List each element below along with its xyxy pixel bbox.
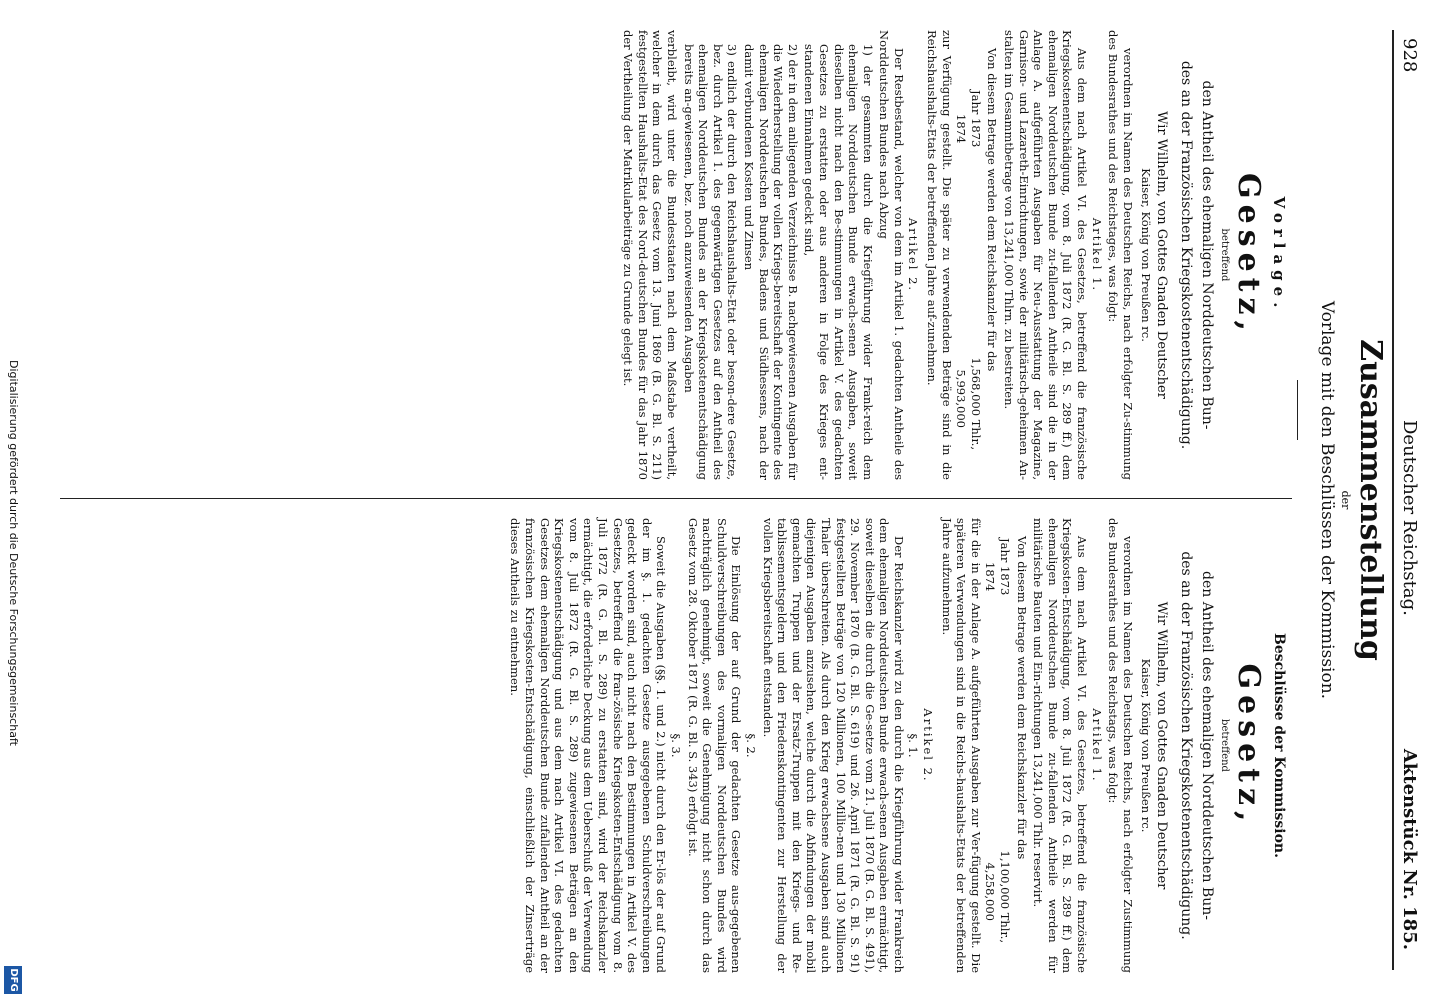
- kommission-gesetz-title: Gesetz,: [1231, 663, 1266, 828]
- kommission-betreffend: betreffend: [1219, 719, 1230, 772]
- vorlage-art2-item1: 1) der gesammten durch die Kriegführung wider Frank-reich dem ehemaligen Norddeutschen Bunde erwach-senen Ausgaben, soweit dieselben nicht nach den Be-stimmungen in Artikel V. des gedachten Gesetzes zu erstatten oder aus anderen in Folge des Krieges ent-standenen Einnahmen gedeckt sind,: [802, 44, 875, 480]
- kommission-par1-heading: §. 1.: [906, 733, 921, 758]
- kommission-verordnen: verordnen im Namen des Deutschen Reichs, nach erfolgter Zustimmung des Bundesrathes und des Reichstags, was folgt:: [1106, 518, 1135, 973]
- vorlage-art1-text2: Von diesem Betrage werden dem Reichskanzler für das: [985, 48, 1000, 372]
- vorlage-art2-text-end: verbleibt, wird unter die Bundesstaaten nach dem Maßstabe vertheilt, welcher in dem durch das Gesetz vom 13. Juni 1869 (B. G. Bl. S. 211) festgestellten Haushalts-Etat des Nord-deutschen Bundes für das Jahr 1870 der Vertheilung der Matrikularbeiträge zu Grunde gelegt ist.: [621, 30, 679, 480]
- vorlage-amount-1874-value: 5,993,000: [954, 369, 969, 428]
- kommission-amount-1874: [983, 518, 998, 973]
- kommission-art1-heading: Artikel 1.: [1089, 708, 1104, 783]
- vorlage-art1-text3: zur Verfügung gestellt. Die später zu verwendenden Beträge sind in die Reichshaushalts-Etats der betreffenden Jahre auf-zunehmen.: [925, 30, 954, 480]
- vorlage-amount-1874: [954, 30, 969, 480]
- kommission-par2-heading: §. 2.: [743, 733, 758, 758]
- vorlage-wir: Wir Wilhelm, von Gottes Gnaden Deutscher: [1154, 111, 1169, 399]
- vorlage-amount-1873-label: Jahr 1873: [968, 90, 983, 148]
- kommission-amount-1874-label: 1874: [983, 562, 998, 592]
- kommission-amount-1873-label: Jahr 1873: [998, 538, 1013, 596]
- kommission-art1-text: Aus dem nach Artikel VI. des Gesetzes, betreffend die französische Kriegskosten-Entschädigung, vom 8. Juli 1872 (R. G. Bl. S. 289 ff.) dem ehemaligen Norddeutschen Bunde zu-fallenden Antheile werden für militärische Bauten und Ein-richtungen 13,241,000 Thlr. reservirt.: [1031, 518, 1090, 973]
- kommission-art1-text2: Von diesem Betrage werden dem Reichskanzler für das: [1014, 536, 1029, 860]
- kommission-par3-heading: §. 3.: [669, 733, 683, 758]
- vorlage-label: Vorlage.: [1270, 196, 1288, 314]
- kommission-amount-1874-value: 4,258,000: [983, 862, 998, 921]
- kommission-art2-heading: Artikel 2.: [921, 708, 936, 783]
- header-rule: [1392, 30, 1394, 970]
- kommission-par3-text: Soweit die Ausgaben (§§. 1. und 2.) nicht durch den Er-lös der auf Grund der im §. 1. gedachten Gesetze ausgegebenen Schuldverschreibungen gedeckt worden sind, auch nicht nach den Bestimmungen in Artikel V. des Gesetzes, betreffend die fran-zösische Kriegskosten-Entschädigung vom 8. Juli 1872 (R. G. Bl. S. 289) zu erstatten sind, wird der Reichskanzler ermächtigt, die erforderliche Deckung aus dem Ueberschuß der Verwendung vom 8. Juli 1872 (R. G. Bl. S. 289) zugewiesenen Beträgen an den Kriegskostenentschädigung und aus dem nach Artikel VI. des gedachten Gesetzes dem ehemaligen Norddeutschen Bunde zufallenden Antheil an der französischen Kriegskosten-Entschädigung, einschließlich der Zinserträge dieses Antheils zu entnehmen.: [508, 518, 669, 973]
- document-number: Aktenstück Nr. 185.: [1399, 748, 1420, 950]
- kommission-title-line1: den Antheil des ehemaligen Norddeutschen Bun-: [1199, 570, 1215, 920]
- vorlage-amount-1873-value: 1,568,000 Thlr.,: [968, 357, 983, 450]
- heading-der: der: [1339, 490, 1352, 510]
- vorlage-art1-text: Aus dem nach Artikel VI. des Gesetzes, betreffend die französische Kriegskostenentschädigung, vom 8. Juli 1872 (R. G. Bl. S. 289 ff.) dem ehemaligen Norddeutschen Bunde zu-fallenden Antheile sind die in der Anlage A. aufgeführten Ausgaben für Neu-Ausstattung der Magazine, Garnison- und Lazareth-Einrichtungen, sowie der militärisch-geheimen An-stalten im Gesammtbetrage von 13,241,000 Thlrn. zu bestreiten.: [1002, 30, 1090, 480]
- vorlage-amount-1873: [968, 30, 983, 480]
- heading-subtitle: Vorlage mit den Beschlüssen der Kommission.: [1317, 300, 1337, 700]
- kommission-art1-text3: für die in der Anlage A. aufgeführten Ausgaben zur Ver-fügung gestellt. Die späteren Verwendungen sind in die Reichs-haushalts-Etats der betreffenden Jahre aufzunehmen.: [939, 518, 983, 973]
- vorlage-column: [619, 30, 1290, 480]
- page-number: 928: [1399, 38, 1420, 73]
- vorlage-art2-heading: Artikel 2.: [906, 217, 921, 293]
- kommission-column: [506, 518, 1290, 973]
- heading-rule-left: [1297, 380, 1298, 440]
- running-title: Deutscher Reichstag.: [1399, 420, 1420, 616]
- vorlage-title-line1: den Antheil des ehemaligen Norddeutschen Bun-: [1199, 80, 1215, 430]
- kommission-wir: Wir Wilhelm, von Gottes Gnaden Deutscher: [1154, 601, 1169, 890]
- digitization-note: Digitalisierung gefördert durch die Deutsche Forschungsgemeinschaft: [7, 360, 20, 746]
- vorlage-art2-text: Der Restbestand, welcher von dem im Artikel 1. gedachten Antheile des Norddeutschen Bundes nach Abzug: [877, 30, 906, 480]
- kommission-par2-text: Die Einlösung der auf Grund der gedachten Gesetze aus-gegebenen Schuldverschreibungen des vormaligen Norddeutschen Bundes wird nachträglich genehmigt, soweit die Genehmigung nicht schon durch das Gesetz vom 28. Oktober 1871 (R. G. Bl. S. 343) erfolgt ist.: [685, 518, 744, 973]
- running-head: [1394, 20, 1424, 960]
- kommission-label: Beschlüsse der Kommission.: [1271, 633, 1287, 858]
- vorlage-betreffend: betreffend: [1219, 228, 1230, 282]
- dfg-logo: DFG: [4, 966, 22, 994]
- vorlage-art1-heading: Artikel 1.: [1089, 217, 1104, 293]
- kommission-kaiser: Kaiser, König von Preußen rc.: [1139, 658, 1154, 833]
- document-heading: [1316, 0, 1388, 1000]
- vorlage-verordnen: verordnen im Namen des Deutschen Reichs, nach erfolgter Zu-stimmung des Bundesrathes und des Reichstages, was folgt:: [1106, 30, 1135, 480]
- vorlage-title-line2: des an der Französischen Kriegskostenentschädigung.: [1178, 60, 1194, 450]
- digitization-footer: [0, 0, 26, 1000]
- vorlage-kaiser: Kaiser, König von Preußen rc.: [1139, 168, 1154, 342]
- kommission-amount-1873: [997, 518, 1012, 973]
- vorlage-art2-item2: 2) der in dem anliegenden Verzeichnisse B. nachgewiesenen Ausgaben für die Wiederherstellung der vollen Kriegs-bereitschaft der Kontingente des ehemaligen Norddeutschen Bundes, Badens und Südhessens, nach der damit verbundenen Kosten und Zinsen: [741, 44, 800, 480]
- vorlage-gesetz-title: Gesetz,: [1231, 172, 1266, 338]
- kommission-amount-1873-value: 1,100,000 Thlr.,: [998, 850, 1013, 943]
- kommission-title-line2: des an der Französischen Kriegskostenentschädigung.: [1178, 551, 1194, 940]
- vorlage-art2-item3: 3) endlich der durch den Reichshaushalts-Etat oder beson-dere Gesetze, bez. durch Artikel 1. des gegenwärtigen Gesetzes auf den Antheil des ehemaligen Norddeutschen Bundes an der Kriegskostenentschädigung bereits an-gewiesenen, bez. noch anzuweisenden Ausgaben: [681, 44, 740, 480]
- vorlage-amount-1874-label: 1874: [954, 114, 969, 144]
- kommission-par1-text: Der Reichskanzler wird zu den durch die Kriegführung wider Frankreich dem ehemaligen Norddeutschen Bunde erwach-senen Ausgaben ermächtigt, soweit dieselben die durch die Ge-setze vom 21. Juli 1870 (B. G. Bl. S. 491), 29. November 1870 (B. G. Bl. S. 619) und 26. April 1871 (R. G. Bl. S. 91) festgestellten Beträge von 120 Millionen, 100 Millio-nen und 130 Millionen Thaler überschreiten. Als durch den Krieg erwachsene Ausgaben sind auch diejenigen Ausgaben anzusehen, welche durch die Abfindungen der mobil gemachten Truppen und der Ersatz-Truppen mit den Kriegs- und Re-tablissementsgeldern und den Friedenskontingenten zur Herstellung der vollen Kriegsbereitschaft entstanden.: [760, 518, 906, 973]
- main-title: Zusammenstellung: [1353, 339, 1388, 661]
- column-divider: [60, 498, 1292, 499]
